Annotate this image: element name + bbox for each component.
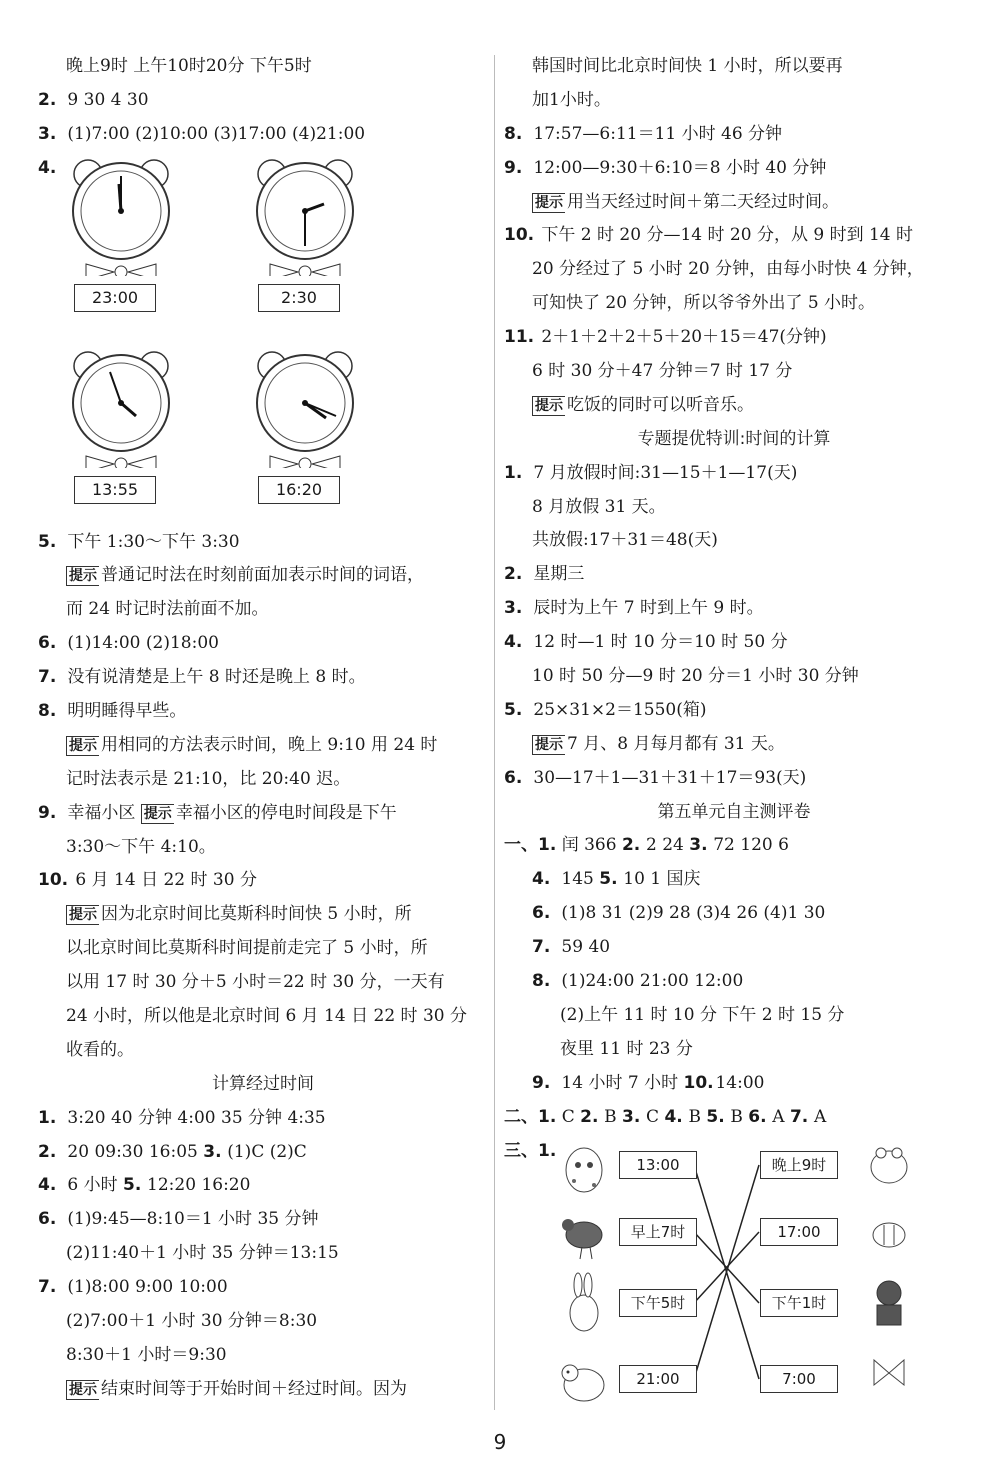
left-box: 早上7时 [619,1218,697,1246]
bear-icon [877,1281,901,1325]
time-box: 2:30 [258,284,340,312]
hint-label: 提示 [66,566,99,586]
cont-line-1: 韩国时间比北京时间快 1 小时，所以要再 [532,56,843,76]
answer-u4: 4. 145 5. 10 1 国庆 [532,869,701,890]
hint-label: 提示 [66,905,99,925]
left-column [38,50,488,1407]
answer-r10-l2: 20 分经过了 5 小时 20 分钟，由每小时快 4 分钟， [532,259,924,280]
time-box: 13:55 [74,476,156,504]
hint-r11: 提示 吃饭的同时可以听音乐。 [504,389,964,423]
answer-r8: 8. 17:57—6:11＝11 小时 46 分钟 [504,123,783,144]
bee-icon [873,1223,905,1247]
answer-8: 8. 明明睡得早些。 [38,701,187,722]
hint-10: 提示 因为北京时间比莫斯科时间快 5 小时，所 [38,898,488,932]
left-box: 21:00 [619,1365,697,1393]
answer-u3-num: 三、1. [504,1140,557,1161]
answer-t1: 1. 7 月放假时间:31—15＋1—17(天) [504,462,798,483]
right-column [504,50,964,1425]
cont-line-2: 加1小时。 [532,89,611,110]
matching-exercise [504,1135,964,1425]
answer-s7-l3: 8:30＋1 小时＝9:30 [66,1344,227,1365]
hint-5-cont: 而 24 时记时法前面不加。 [66,599,269,620]
answer-r10-l3: 可知快了 20 分钟，所以爷爷外出了 5 小时。 [532,293,876,314]
time-box: 16:20 [258,476,340,504]
section-title: 专题提优特训:时间的计算 [637,428,831,449]
answer-2: 2. 9 30 4 30 [38,89,149,110]
answer-3: 3. (1)7:00 (2)10:00 (3)17:00 (4)21:00 [38,123,366,144]
answer-6: 6. (1)14:00 (2)18:00 [38,633,219,654]
time-box: 23:00 [74,284,156,312]
answer-t4-l2: 10 时 50 分—9 时 20 分＝1 小时 30 分钟 [532,666,859,687]
answer-t6: 6. 30—17＋1—31＋31＋17＝93(天) [504,767,807,788]
answer-u2: 二、1. C 2. B 3. C 4. B 5. B 6. A 7. A [504,1106,827,1127]
hint-10-l2: 以北京时间比莫斯科时间提前走完了 5 小时，所 [66,938,428,959]
answer-u8-l3: 夜里 11 时 23 分 [560,1038,693,1059]
column-divider [494,55,495,1410]
alarm-clock-icon [250,156,360,276]
answer-t5: 5. 25×31×2＝1550(箱) [504,699,707,720]
clock-row-2 [38,348,488,546]
answer-s4: 4. 6 小时 5. 12:20 16:20 [38,1175,251,1196]
answer-9: 9. 幸福小区 提示 幸福小区的停电时间段是下午 [38,802,397,823]
rabbit-icon [570,1273,598,1331]
answer-7: 7. 没有说清楚是上午 8 时还是晚上 8 时。 [38,667,366,688]
matching-lines [504,1135,964,1425]
answer-line: 晚上9时 上午10时20分 下午5时 [66,56,312,76]
answer-u1: 一、1. 闰 366 2. 2 24 3. 72 120 6 [504,835,789,856]
hint-label: 提示 [66,736,99,756]
right-box: 7:00 [760,1365,838,1393]
hen-icon [562,1219,602,1259]
page-number: 9 [493,1430,507,1454]
hint-label: 提示 [66,1380,99,1400]
dog-icon [562,1365,604,1401]
left-box: 下午5时 [619,1289,697,1317]
right-box: 下午1时 [760,1289,838,1317]
hint-8-cont: 记时法表示是 21:10，比 20:40 迟。 [66,768,351,789]
answer-s7-l2: (2)7:00＋1 小时 30 分钟＝8:30 [66,1311,318,1332]
answer-s7: 7. (1)8:00 9:00 10:00 [38,1277,228,1298]
hint-s7: 提示 结束时间等于开始时间＋经过时间。因为 [38,1373,488,1407]
clock-row-1 [38,156,488,354]
hint-5: 提示 普通记时法在时刻前面加表示时间的词语， [38,559,488,593]
answer-10: 10. 6 月 14 日 22 时 30 分 [38,870,257,891]
hint-label: 提示 [532,735,565,755]
hint-label: 提示 [141,804,174,824]
alarm-clock-icon [250,348,360,468]
butterfly-icon [874,1360,904,1385]
answer-u8-l2: (2)上午 11 时 10 分 下午 2 时 15 分 [560,1004,845,1025]
hint-10-l5: 收看的。 [66,1039,134,1060]
answer-t1-l3: 共放假:17＋31＝48(天) [532,530,718,551]
answer-u7: 7. 59 40 [532,937,611,958]
answer-t4: 4. 12 时—1 时 10 分＝10 时 50 分 [504,632,788,653]
alarm-clock-icon [66,348,176,468]
hint-label: 提示 [532,396,565,416]
hint-label: 提示 [532,193,565,213]
hint-r9: 提示 用当天经过时间＋第二天经过时间。 [504,186,964,220]
answer-t2: 2. 星期三 [504,564,585,585]
answer-u9: 9. 14 小时 7 小时 10. 14:00 [532,1072,765,1093]
answer-s6: 6. (1)9:45—8:10＝1 小时 35 分钟 [38,1209,319,1230]
answer-s1: 1. 3:20 40 分钟 4:00 35 分钟 4:35 [38,1107,326,1128]
answer-r11-l2: 6 时 30 分＋47 分钟＝7 时 17 分 [532,361,793,382]
answer-t3: 3. 辰时为上午 7 时到上午 9 时。 [504,598,764,619]
answer-u6: 6. (1)8 31 (2)9 28 (3)4 26 (4)1 30 [532,903,826,924]
section-title: 第五单元自主测评卷 [657,801,811,822]
section-title: 计算经过时间 [212,1073,314,1094]
hint-10-l4: 24 小时，所以他是北京时间 6 月 14 日 22 时 30 分 [66,1006,467,1027]
answer-r11: 11. 2＋1＋2＋2＋5＋20＋15＝47(分钟) [504,327,827,348]
answer-s6-l2: (2)11:40＋1 小时 35 分钟＝13:15 [66,1243,339,1264]
clock-2-30 [250,156,360,307]
cat-icon [566,1148,602,1192]
hint-8: 提示 用相同的方法表示时间，晚上 9:10 用 24 时 [38,729,488,763]
clock-13-55 [66,348,176,499]
right-box: 17:00 [760,1218,838,1246]
right-box: 晚上9时 [760,1151,838,1179]
clock-23-00 [66,156,176,307]
hint-9-cont: 3:30～下午 4:10。 [66,836,216,857]
answer-s2: 2. 20 09:30 16:05 3. (1)C (2)C [38,1141,307,1162]
left-box: 13:00 [619,1151,697,1179]
answer-4: 4. [38,157,57,178]
hint-10-l3: 以用 17 时 30 分＋5 小时＝22 时 30 分，一天有 [66,972,445,993]
alarm-clock-icon [66,156,176,276]
frog-icon [871,1148,907,1183]
hint-t5: 提示 7 月、8 月每月都有 31 天。 [504,728,964,762]
answer-r10: 10. 下午 2 时 20 分—14 时 20 分，从 9 时到 14 时 [504,225,914,246]
clock-16-20 [250,348,360,499]
answer-t1-l2: 8 月放假 31 天。 [532,496,666,517]
answer-r9: 9. 12:00—9:30＋6:10＝8 小时 40 分钟 [504,157,827,178]
answer-5: 5. 下午 1:30～下午 3:30 [38,531,240,552]
answer-u8: 8. (1)24:00 21:00 12:00 [532,971,744,992]
